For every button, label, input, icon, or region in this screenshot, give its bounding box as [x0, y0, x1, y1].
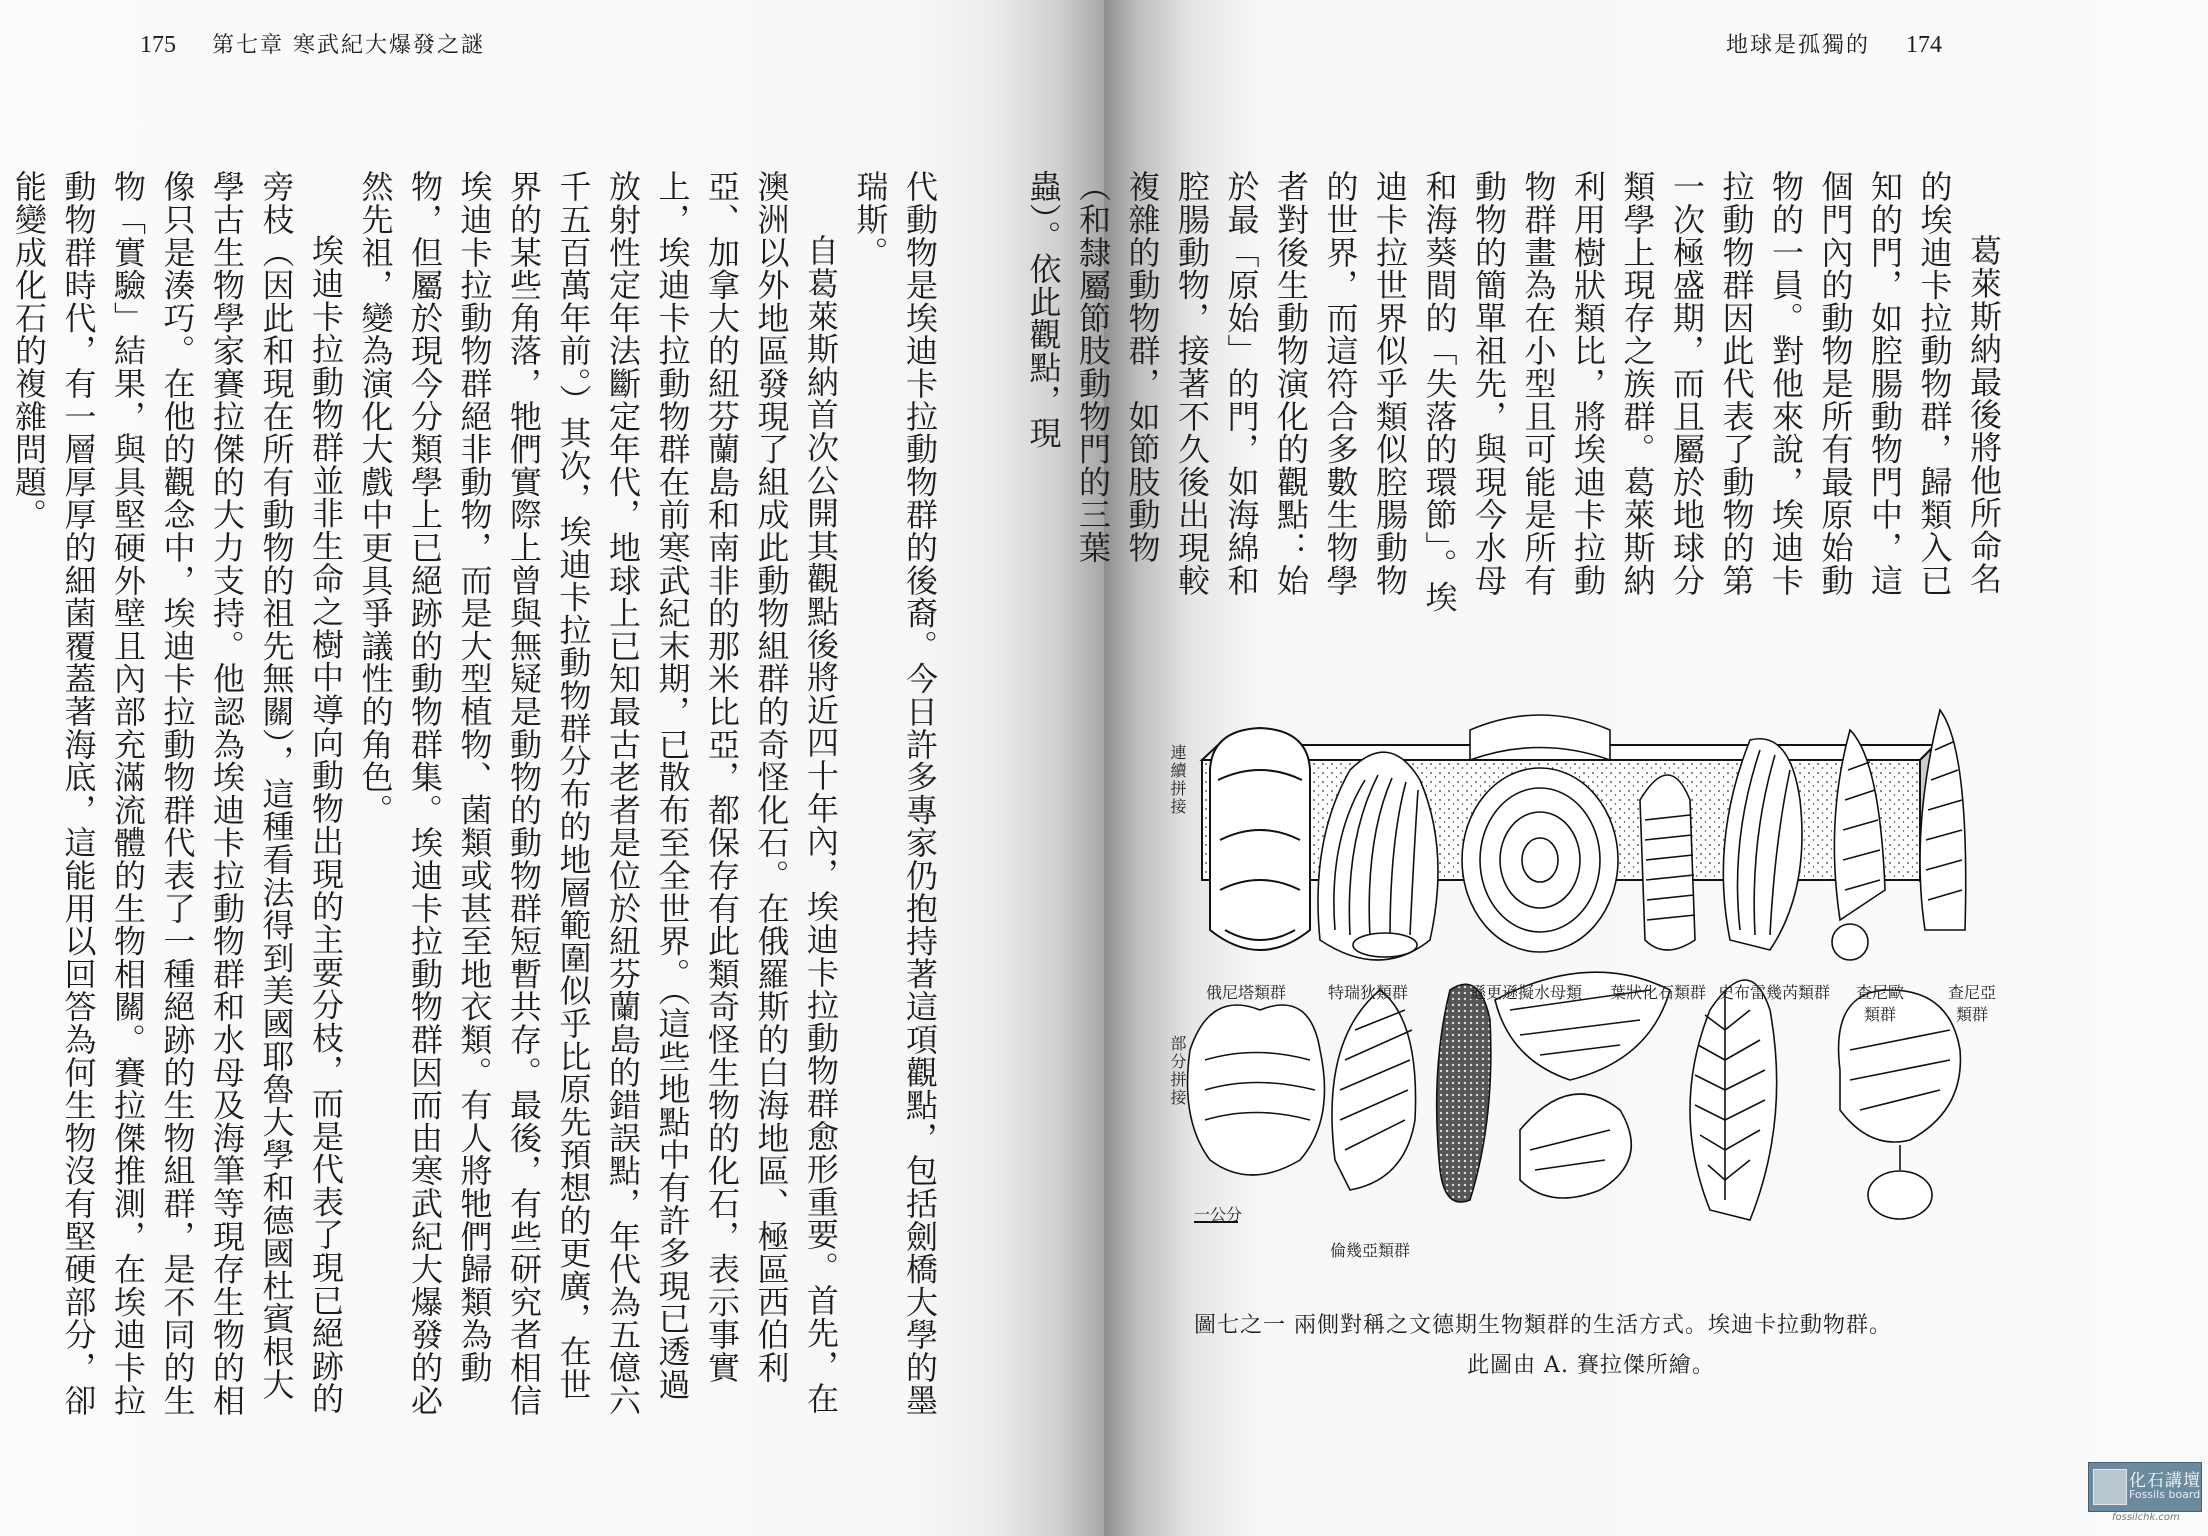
label-charnia-1: 查尼亞	[1948, 983, 1997, 1002]
label-cyclomedusa: 遜更遜擬水母類	[1470, 983, 1583, 1002]
left-page-number: 175	[140, 32, 176, 58]
label-nemiana: 俄尼塔類群	[1206, 983, 1287, 1002]
fossil-nemiana-icon	[1210, 728, 1310, 950]
fossil-rangea-icon	[1437, 984, 1491, 1202]
figure-caption	[1176, 1306, 2036, 1386]
figure-row-label-continuous: 連續拼接	[1168, 744, 1187, 816]
label-charnia-2: 類群	[1956, 1005, 1989, 1024]
figure-ediacaran-fossils	[1150, 690, 2070, 1280]
left-paragraph-4	[0, 170, 4, 1430]
left-paragraph-3: 埃迪卡拉動物群並非生命之樹中導向動物出現的主要分枝，而是代表了現已絕跡的旁枝（因此和現在所有動物的祖先無關），這種看法得到美國耶魯大學和德國杜賓根大學古生物學家賽拉傑的大力支持。他認為埃迪卡拉動物群和水母及海筆等現存生物的相像只是湊巧。在他的觀念中，埃迪卡拉動物群代表了一種絕跡的生物組群，是不同的生物「實驗」結果，與具堅硬外壁且內部充滿流體的生物相關。賽拉傑推測，在埃迪卡拉動物群時代，有一層厚厚的細菌覆蓋著海底，這能用以回答為何生物沒有堅硬部分，卻能變成化石的複雜問題。	[10, 170, 345, 1417]
fossil-leaf-icon	[1690, 980, 1777, 1220]
fossil-charnia-icon	[1920, 710, 1966, 930]
fossil-logo-icon	[2093, 1469, 2127, 1505]
label-frond: 葉狀化石類群	[1610, 983, 1707, 1002]
fossil-dickinsonia-icon	[1332, 990, 1416, 1190]
caption-line-2: 此圖由 A. 賽拉傑所繪。	[1467, 1353, 1715, 1378]
fossil-frond-icon	[1640, 775, 1695, 950]
label-charniodiscus-2: 類群	[1864, 1005, 1897, 1024]
label-scale: 一公分	[1194, 1205, 1243, 1224]
right-book-title: 地球是孤獨的	[1726, 33, 1871, 58]
left-chapter-title: 第七章 寒武紀大爆發之謎	[211, 33, 485, 58]
watermark-title: 化石講壇	[2129, 1471, 2201, 1491]
watermark-url: fossilchk.com	[2112, 1512, 2180, 1523]
left-body-text	[0, 170, 944, 1430]
label-spriggina: 史布雷幾芮類群	[1718, 983, 1831, 1002]
caption-line-1: 圖七之一 兩側對稱之文德期生物類群的生活方式。埃迪卡拉動物群。	[1194, 1313, 1892, 1338]
right-paragraph-1: 葛萊斯納最後將他所命名的埃迪卡拉動物群，歸類入已知的門，如腔腸動物門中，這個門內的動物是所有最原始動物的一員。對他來說，埃迪卡拉動物群因此代表了動物的第一次極盛期，而且屬於地球分類學上現存之族群。葛萊斯納利用樹狀類比，將埃迪卡拉動物群畫為在小型且可能是所有動物的簡單祖先，與現今水母和海葵間的「失落的環節」。埃迪卡拉世界似乎類似腔腸動物的世界，而這符合多數生物學者對後生動物演化的觀點：始於最「原始」的門，如海綿和腔腸動物，接著不久後出現較複雜的動物群，如節肢動物（和隸屬節肢動物門的三葉蟲）。依此觀點，現	[1024, 170, 2003, 614]
watermark-box	[2088, 1462, 2202, 1512]
right-body-text	[1024, 170, 2008, 625]
left-paragraph-2: 自葛萊斯納首次公開其觀點後將近四十年內，埃迪卡拉動物群愈形重要。首先，在澳洲以外地區發現了組成此動物組群的奇怪化石。在俄羅斯的白海地區、極區西伯利亞、加拿大的紐芬蘭島和南非的那米比亞，都保存有此類奇怪生物的化石，表示事實上，埃迪卡拉動物群在前寒武紀末期，已散布至全世界。（這些地點中有許多現已透過放射性定年法斷定年代，地球上已知最古老者是位於紐芬蘭島的錯誤點，年代為五億六千五百萬年前。）其次，埃迪卡拉動物群分布的地層範圍似乎比原先預想的更廣，在世界的某些角落，牠們實際上曾與無疑是動物的動物群短暫共存。最後，有些研究者相信埃迪卡拉動物群絕非動物，而是大型植物、菌類或甚至地衣類。有人將牠們歸類為動物，但屬於現今分類學上已絕跡的動物群集。埃迪卡拉動物群因而由寒武紀大爆發的必然先祖，變為演化大戲中更具爭議性的角色。	[356, 170, 840, 1417]
figure-row-label-partial: 部分拼接	[1168, 1035, 1187, 1107]
left-running-head	[140, 28, 485, 59]
fossil-ernietta-icon	[1839, 990, 1961, 1219]
right-page-number: 174	[1906, 32, 1942, 58]
label-charniodiscus-1: 查尼歐	[1856, 983, 1905, 1002]
watermark-logo	[2088, 1462, 2200, 1526]
fossil-mawsonites-icon	[1188, 1005, 1325, 1175]
left-paragraph-1: 代動物是埃迪卡拉動物群的後裔。今日許多專家仍抱持著這項觀點，包括劍橋大學的墨瑞斯。	[851, 170, 939, 1417]
label-tribrachidium: 特瑞狄類群	[1328, 983, 1409, 1002]
watermark-subtitle: Fossils board	[2129, 1488, 2201, 1501]
label-rangea-group: 倫幾亞類群	[1330, 1241, 1411, 1260]
right-running-head	[1726, 28, 1942, 59]
fossil-pteridinium-icon	[1495, 972, 1670, 1198]
